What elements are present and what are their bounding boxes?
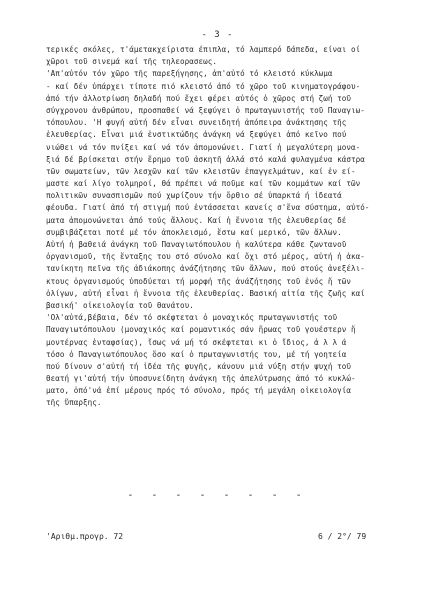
text-line: βασική' οἰκειολογία τοῦ θανάτου.	[46, 300, 194, 310]
text-line: ματο, ὁπό'νά ἐπί μέρους πρός τό σύνολο, πρός τή μεγάλη οἰκειολογία	[46, 386, 352, 396]
text-line: νιώθει νά τόν πνίξει καί νά τόν ἀπομονώνει. Γιατί ἡ μεγαλύτερη μονα-	[46, 142, 361, 152]
text-line: Αὐτή ἡ βαθειά ἀνάγκη τοῦ Παναγιωτόπουλου ἡ καλύτερα κάθε ζωντανοῦ	[46, 240, 347, 249]
text-line: τῆς ὕπαρξης.	[46, 398, 102, 408]
text-line: ματα ἀπομονώνεται ἀπό τούς ἄλλους. Καί ἡ ἔννοια τῆς ἐλευθερίας δέ	[46, 215, 347, 225]
text-line: τερικές σκόλες, τ'άμετακχείριστα έπιπλα, τό λαμπερό δάπεδα, είναι οί	[46, 45, 361, 54]
text-line: ὀργανισμοῦ, τῆς ἔνταξης του στό σύνολο καί ὄχι στό μέρος, αὐτή ἡ ἀκα-	[46, 252, 365, 262]
text-line: 'Απ'αὐτόν τόν χῶρο τῆς παρεξήγησης, ἀπ'αὐτό τό κλειστό κύκλωμα	[46, 69, 333, 79]
text-line: κτους ὀργανισμούς ὑποδύεται τή μορφή τῆς ἀνάζήτησης τοῦ ἑνός ἤ τῶν	[46, 276, 352, 286]
document-date: 6 / 2°/ 79	[318, 532, 367, 541]
text-line: τῶν σωματείων, τῶν λεσχῶν καί τῶν κλειστῶν ἐπαγγελμάτων, καί ἐν εί-	[46, 166, 356, 176]
text-line: ἐλευθερίας. Εἶναι μιά ἐνστικτώδης ἀνάγκη νά ξεφύγει ἀπό κεῖνο πού	[46, 130, 347, 140]
text-line: σύγχρονου ἀνθρώπου, προσπαθεί νά ξεφύγει ὁ πρωταγωνιστής τοῦ Παναγιω-	[46, 105, 365, 115]
text-line: χῶροι τοῦ σινεμά καί τῆς τηλεορασεως.	[46, 57, 218, 67]
text-line: μαστε καί λίγο τολμηροί, θά πρέπει νά ποῦμε καί τῶν κομμάτων καί τῶν	[46, 179, 361, 189]
text-line: ἀπό τήν ἀλλοτρίωση δηλαδή πού ἔχει φέρει αὐτός ὁ χῶρος στή ζωή τοῦ	[46, 93, 352, 103]
text-line: ὀλίγων, αὐτή εἶναι ἡ ἔννοια τῆς ἐλευθερίας. Βασική αἰτία τῆς ζωῆς καί	[46, 288, 365, 298]
text-line: θεατή γι'αὐτή τήν ὑποσυνείδητη ἀνάγκη τῆς ἀπελύτρωσης ἀπό τό κυκλώ-	[46, 374, 356, 384]
text-line: φέουδα. Γιατί ἀπό τή στιγμή πού ἐντάσσεται κανείς σ'ἕνα σύστημα, αὐτό-	[46, 203, 370, 213]
text-line: ξιά δέ βρίσκεται στήν ἔρημο τοῦ ἀσκητῆ ἀλλά στό καλά φυλαγμένα κάστρα	[46, 154, 365, 164]
text-line: - καί δέν ὑπάρχει τίποτε πιό κλειστό ἀπό τό χῶρο τοῦ κινηματογράφου-	[46, 81, 361, 91]
text-line: πού δίνουν σ'αὐτή τή ἰδέα τῆς φυγῆς, κάνουν μιά νύξη στήν ψυχή τοῦ	[46, 361, 352, 371]
page-number: - 3 -	[201, 30, 234, 40]
text-line: 'Ολ'αὐτά,βέβαια, δέν τό σκέφτεται ὁ μοναχικός πρωταγωνιστής τοῦ	[46, 313, 338, 323]
text-line: μοντέρνας ἐνταφσίας), ἴσως νά μή τό σκέφτεται κι ὁ ἴδιος, ἀ λ λ ά	[46, 337, 347, 347]
program-number: 'Αριθμ.προγρ. 72	[46, 532, 124, 541]
text-line: συμβιβάζεται ποτέ μέ τόν ἀποκλεισμό, ἔστω καί μερικό, τῶν ἄλλων.	[46, 227, 342, 237]
text-line: τόπουλου. 'Η φυγή αὐτή δέν εἶναι συνειδητή ἀπόπειρα ἀνάκτησης τῆς	[46, 118, 347, 128]
text-line: τανίκητη πεῖνα τῆς ἀδιάκοπης ἀνάζήτησης τῶν ἄλλων, πού στούς ἀνεξέλι-	[46, 264, 365, 274]
text-line: πολιτικῶν συνασπισμῶν πού χωρίζουν τήν ὄρθιο σέ ὑπαρκτά ή ἰδεατά	[46, 191, 342, 201]
section-separator: - - - - - - - -	[127, 490, 308, 501]
text-line: τόσο ὁ Παναγιωτόπουλος ὅσο καί ὁ πρωταγωνιστής του, μέ τή γοητεία	[46, 349, 347, 359]
text-line: Παναγιωτόπουλου (μοναχικός καί ρομαντικός σάν ἥρωας τοῦ γουέστερν ἤ	[46, 325, 356, 335]
body-text	[46, 44, 418, 410]
